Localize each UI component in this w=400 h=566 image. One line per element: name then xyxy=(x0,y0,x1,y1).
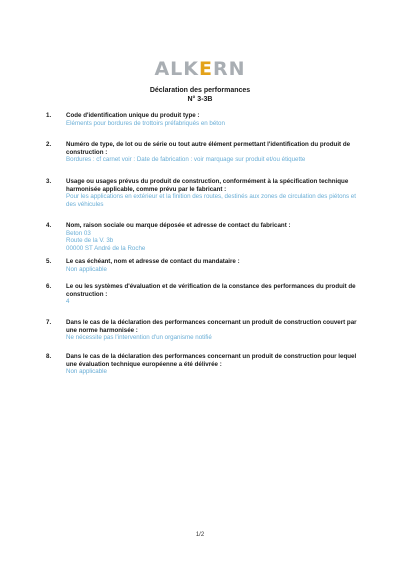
section-number: 8. xyxy=(46,353,52,360)
section-question: Dans le cas de la déclaration des performances concernant un produit de construction couvert par une norme harmonisée : xyxy=(66,319,357,334)
section-number: 6. xyxy=(46,283,52,290)
section-question: Le ou les systèmes d'évaluation et de vérification de la constance des performances du produit de construction : xyxy=(66,283,356,298)
section-number: 5. xyxy=(46,258,52,265)
section-number: 3. xyxy=(46,178,52,185)
section-answer: Non applicable xyxy=(66,368,107,376)
section-number: 7. xyxy=(46,319,52,326)
section-question: Dans le cas de la déclaration des performances concernant un produit de construction pour lequel une évaluation technique européenne a été délivrée : xyxy=(66,353,357,368)
section-answer: Bordures : cf carnet voir : Date de fabrication : voir marquage sur produit et/ou étiquette xyxy=(66,156,306,164)
alkern-logo xyxy=(0,58,400,80)
document-title: Déclaration des performances xyxy=(149,87,251,94)
page-number: 1/2 xyxy=(195,532,205,538)
section-answer: 4 xyxy=(66,298,70,306)
section-answer: Pour les applications en extérieur et la finition des routes, destinés aux zones de circulation des piétons et des véhicules xyxy=(66,193,356,208)
section-number: 1. xyxy=(46,112,52,119)
section-question: Usage ou usages prévus du produit de construction, conformément à la spécification technique harmonisée applicable, comme prévu par le fabricant : xyxy=(66,178,349,193)
section-question: Code d'identification unique du produit type : xyxy=(66,112,200,119)
document-number: N° 3-3B xyxy=(187,96,213,103)
section-answer-line: Beton 03 xyxy=(66,229,91,237)
section-answer: Eléments pour bordures de trottoirs préfabriqués en béton xyxy=(66,119,225,127)
section-answer-line: Route de la V. 3b xyxy=(66,237,114,245)
logo-wordmark: ALKERN xyxy=(154,58,246,80)
section-answer: Non applicable xyxy=(66,265,107,273)
section-number: 4. xyxy=(46,222,52,229)
section-answer: Ne nécessite pas l'intervention d'un organisme notifié xyxy=(66,334,212,342)
document-title-block xyxy=(0,86,400,104)
section-question: Le cas échéant, nom et adresse de contact du mandataire : xyxy=(66,258,240,265)
section-question: Numéro de type, de lot ou de série ou tout autre élément permettant l'identification du produit de construction : xyxy=(66,141,351,156)
section-number: 2. xyxy=(46,141,52,148)
section-answer-line: 00000 ST André de la Roche xyxy=(66,244,146,252)
section-question: Nom, raison sociale ou marque déposée et adresse de contact du fabricant : xyxy=(66,222,291,229)
